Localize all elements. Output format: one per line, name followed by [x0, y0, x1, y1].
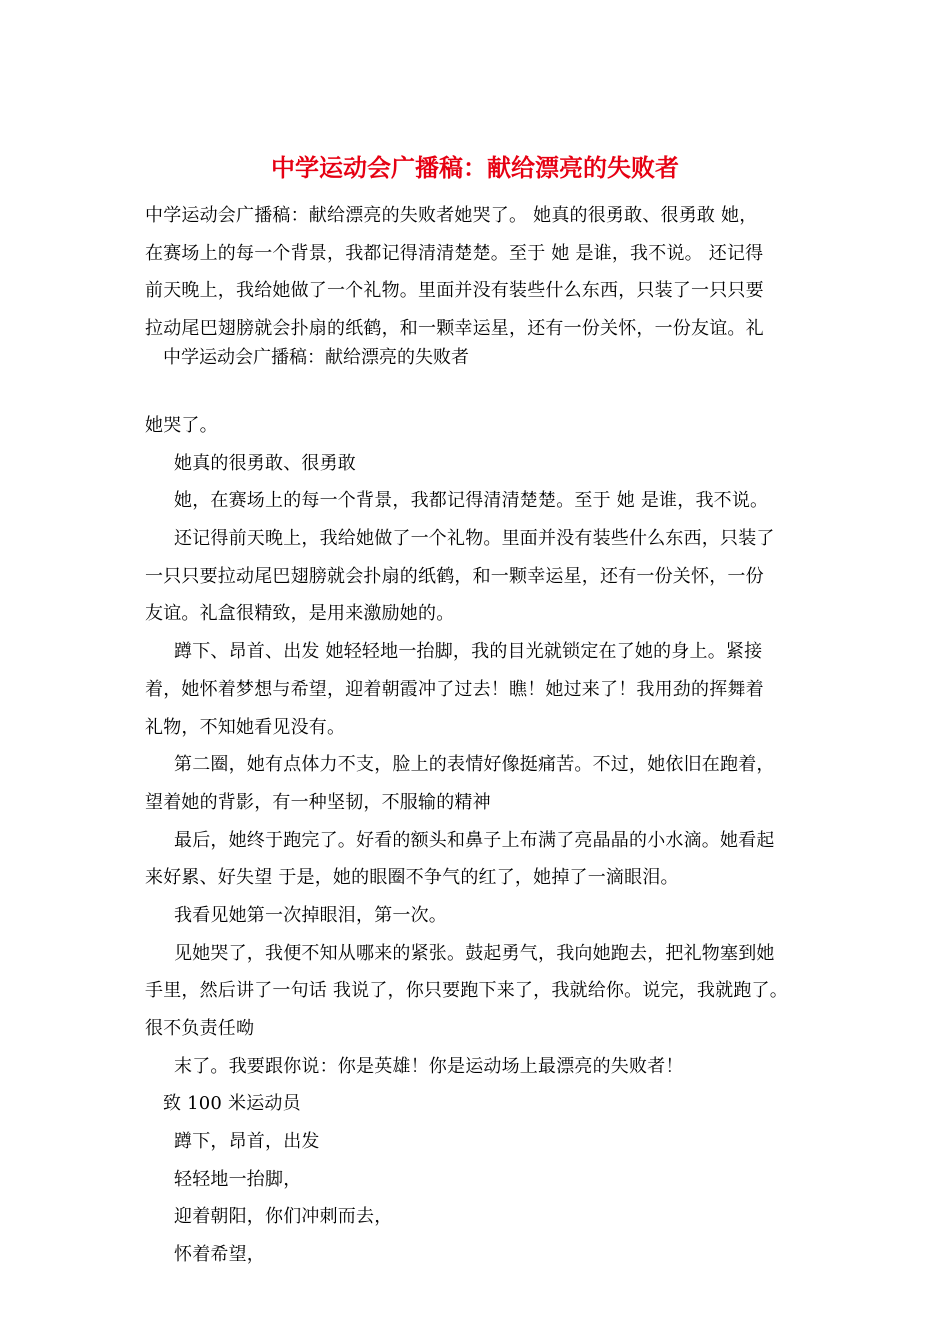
body-line: 礼物，不知她看见没有。: [145, 716, 346, 738]
body-line: 着，她怀着梦想与希望，迎着朝霞冲了过去！瞧！她过来了！我用劲的挥舞着: [145, 678, 764, 700]
document-title: 中学运动会广播稿：献给漂亮的失败者: [271, 153, 679, 182]
body-line: 很不负责任呦: [145, 1018, 255, 1039]
body-line: 蹲下、昂首、出发 她轻轻地一抬脚，我的目光就锁定在了她的身上。紧接: [174, 641, 763, 663]
body-line: 第二圈，她有点体力不支，脸上的表情好像挺痛苦。不过，她依旧在跑着，: [174, 754, 775, 776]
body-line: 来好累、好失望 于是，她的眼圈不争气的红了，她掉了一滴眼泪。: [145, 867, 679, 889]
body-line: 怀着希望，: [174, 1244, 265, 1266]
intro-line: 中学运动会广播稿：献给漂亮的失败者她哭了。 她真的很勇敢、很勇敢 她，: [145, 205, 758, 226]
body-line: 末了。我要跟你说：你是英雄！你是运动场上最漂亮的失败者！: [174, 1055, 684, 1077]
body-line: 她，在赛场上的每一个背景，我都记得清清楚楚。至于 她 是谁，我不说。: [174, 490, 769, 512]
body-line: 还记得前天晚上，我给她做了一个礼物。里面并没有装些什么东西，只装了: [174, 528, 775, 550]
body-line: 手里，然后讲了一句话 我说了，你只要跑下来了，我就给你。说完，我就跑了。: [145, 980, 788, 1002]
body-line: 她哭了。: [145, 415, 218, 436]
body-line: 友谊。礼盒很精致，是用来激励她的。: [145, 603, 455, 625]
intro-line: 前天晚上，我给她做了一个礼物。里面并没有装些什么东西，只装了一只只要: [145, 280, 764, 301]
body-line: 致 100 米运动员: [163, 1093, 301, 1115]
body-line: 蹲下，昂首，出发: [174, 1131, 320, 1153]
intro-line: 拉动尾巴翅膀就会扑扇的纸鹤，和一颗幸运星，还有一份关怀，一份友谊。礼: [145, 317, 764, 339]
body-line: 一只只要拉动尾巴翅膀就会扑扇的纸鹤，和一颗幸运星，还有一份关怀，一份: [145, 565, 764, 587]
body-line: 她真的很勇敢、很勇敢: [174, 452, 356, 474]
section-subtitle: 中学运动会广播稿：献给漂亮的失败者: [163, 347, 469, 368]
intro-paragraph: [145, 197, 825, 347]
body-line: 迎着朝阳，你们冲刺而去，: [174, 1206, 393, 1228]
body-line: 见她哭了，我便不知从哪来的紧张。鼓起勇气，我向她跑去，把礼物塞到她: [174, 942, 775, 964]
body-line: 轻轻地一抬脚，: [174, 1168, 302, 1190]
body-text: [145, 407, 825, 1274]
body-line: 望着她的背影，有一种坚韧，不服输的精神: [145, 791, 491, 813]
body-line: 我看见她第一次掉眼泪，第一次。: [174, 904, 447, 926]
body-line: 最后，她终于跑完了。好看的额头和鼻子上布满了亮晶晶的小水滴。她看起: [174, 829, 775, 851]
intro-line: 在赛场上的每一个背景，我都记得清清楚楚。至于 她 是谁，我不说。 还记得: [145, 242, 764, 264]
